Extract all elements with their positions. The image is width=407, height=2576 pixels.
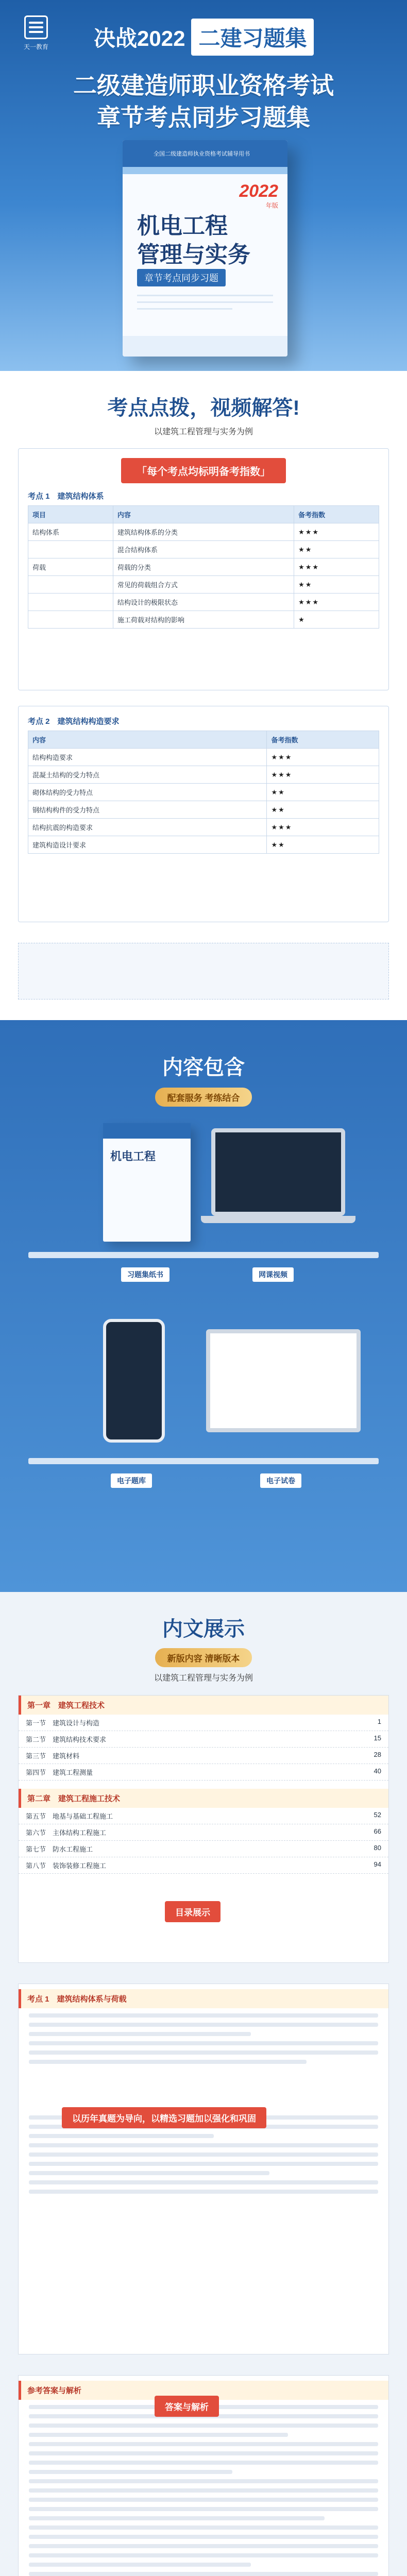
points-ribbon: 「每个考点均标明备考指数」 — [121, 458, 286, 483]
points-card-2 — [18, 706, 389, 922]
list-item: 第七节 防水工程施工 80 — [19, 1841, 388, 1857]
book-top-note: 全国二级建造师执业资格考试辅导用书 — [154, 151, 250, 157]
label-quiz: 电子题库 — [111, 1473, 152, 1488]
points-section — [0, 371, 407, 1020]
list-item: 第三节 建筑材料 28 — [19, 1748, 388, 1764]
hero-banner — [0, 0, 407, 371]
logo-text: 天一教育 — [23, 43, 48, 50]
table-row: 混凝土结构的受力特点 ★★★ — [28, 766, 379, 784]
logo-icon — [24, 15, 48, 39]
list-item: 第八节 装饰装修工程施工 94 — [19, 1857, 388, 1874]
package-book-title: 机电工程 — [110, 1150, 156, 1163]
campaign-tag: 二建习题集 — [191, 19, 314, 56]
table2-title: 考点 2 建筑结构构造要求 — [28, 717, 120, 726]
points-heading: 考点点拨，视频解答! — [107, 397, 300, 419]
label-video: 网课视频 — [252, 1267, 294, 1282]
table-row: 荷载 荷载的分类 ★★★ — [28, 558, 379, 576]
table-row: 结构体系 建筑结构体系的分类 ★★★ — [28, 523, 379, 541]
table1-header: 内容 — [113, 506, 294, 523]
table-row: 常见的荷载组合方式 ★★ — [28, 576, 379, 594]
package-book — [103, 1123, 191, 1242]
campaign-title — [88, 19, 314, 56]
chapter1-title: 第一章 建筑工程技术 — [19, 1696, 388, 1715]
points-divider — [18, 943, 389, 999]
table1-header: 备考指数 — [294, 506, 379, 523]
table1 — [28, 505, 379, 629]
table-row: 结构抗震的构造要求 ★★★ — [28, 819, 379, 836]
table1-title: 考点 1 建筑结构体系 — [28, 492, 104, 501]
book-cover — [123, 140, 287, 357]
content-pill: 新版内容 清晰版本 — [155, 1648, 252, 1667]
question-title: 考点 1 建筑结构体系与荷载 — [19, 1989, 388, 2008]
list-item: 第二节 建筑结构技术要求 15 — [19, 1731, 388, 1748]
list-item: 第四节 建筑工程测量 40 — [19, 1764, 388, 1781]
book-year-tag: 年版 — [265, 202, 278, 209]
table2-header: 备考指数 — [267, 731, 379, 749]
callout-exam: 以历年真题为导向，以精选习题加以强化和巩固 — [62, 2107, 266, 2128]
package-pill: 配套服务 考练结合 — [155, 1088, 252, 1107]
table-row: 混合结构体系 ★★ — [28, 541, 379, 558]
label-book: 习题集纸书 — [121, 1267, 169, 1282]
package-phone — [103, 1319, 165, 1443]
package-heading: 内容包含 — [162, 1056, 245, 1079]
package-monitor — [206, 1329, 361, 1432]
answer-title: 参考答案与解析 — [19, 2381, 388, 2400]
points-card-1 — [18, 448, 389, 690]
list-item: 第六节 主体结构工程施工 66 — [19, 1824, 388, 1841]
book-title-line1: 机电工程 — [137, 213, 228, 239]
table-row: 砌体结构的受力特点 ★★ — [28, 784, 379, 801]
list-item: 第一节 建筑设计与构造 1 — [19, 1715, 388, 1731]
table-row: 施工荷载对结构的影响 ★ — [28, 611, 379, 629]
callout-toc: 目录展示 — [165, 1901, 221, 1922]
table-row: 钢结构构件的受力特点 ★★ — [28, 801, 379, 819]
label-exam: 电子试卷 — [260, 1473, 301, 1488]
book-title-line2: 管理与实务 — [137, 242, 250, 267]
campaign-prefix: 决战2022 — [94, 26, 185, 50]
hero-title-line1: 二级建造师职业资格考试 — [73, 72, 334, 99]
book-year: 2022 — [239, 181, 278, 201]
content-section — [0, 1592, 407, 2576]
brand-logo — [21, 15, 52, 51]
callout-answer: 答案与解析 — [155, 2396, 219, 2417]
content-sub: 以建筑工程管理与实务为例 — [154, 1674, 253, 1683]
package-laptop — [211, 1128, 345, 1216]
table2-header: 内容 — [28, 731, 267, 749]
book-subtitle: 章节考点同步习题 — [137, 269, 226, 286]
points-sub: 以建筑工程管理与实务为例 — [154, 428, 253, 436]
package-section — [0, 1020, 407, 1592]
table1-header: 项目 — [28, 506, 113, 523]
list-item: 第五节 地基与基础工程施工 52 — [19, 1808, 388, 1824]
content-heading: 内文展示 — [162, 1618, 245, 1640]
table-row: 结构设计的极限状态 ★★★ — [28, 594, 379, 611]
table2 — [28, 731, 379, 854]
toc-page — [18, 1695, 389, 1963]
table-row: 结构构造要求 ★★★ — [28, 749, 379, 766]
question-page — [18, 1984, 389, 2354]
table-row: 建筑构造设计要求 ★★ — [28, 836, 379, 854]
hero-title-line2: 章节考点同步习题集 — [97, 104, 310, 131]
chapter2-title: 第二章 建筑工程施工技术 — [19, 1789, 388, 1808]
